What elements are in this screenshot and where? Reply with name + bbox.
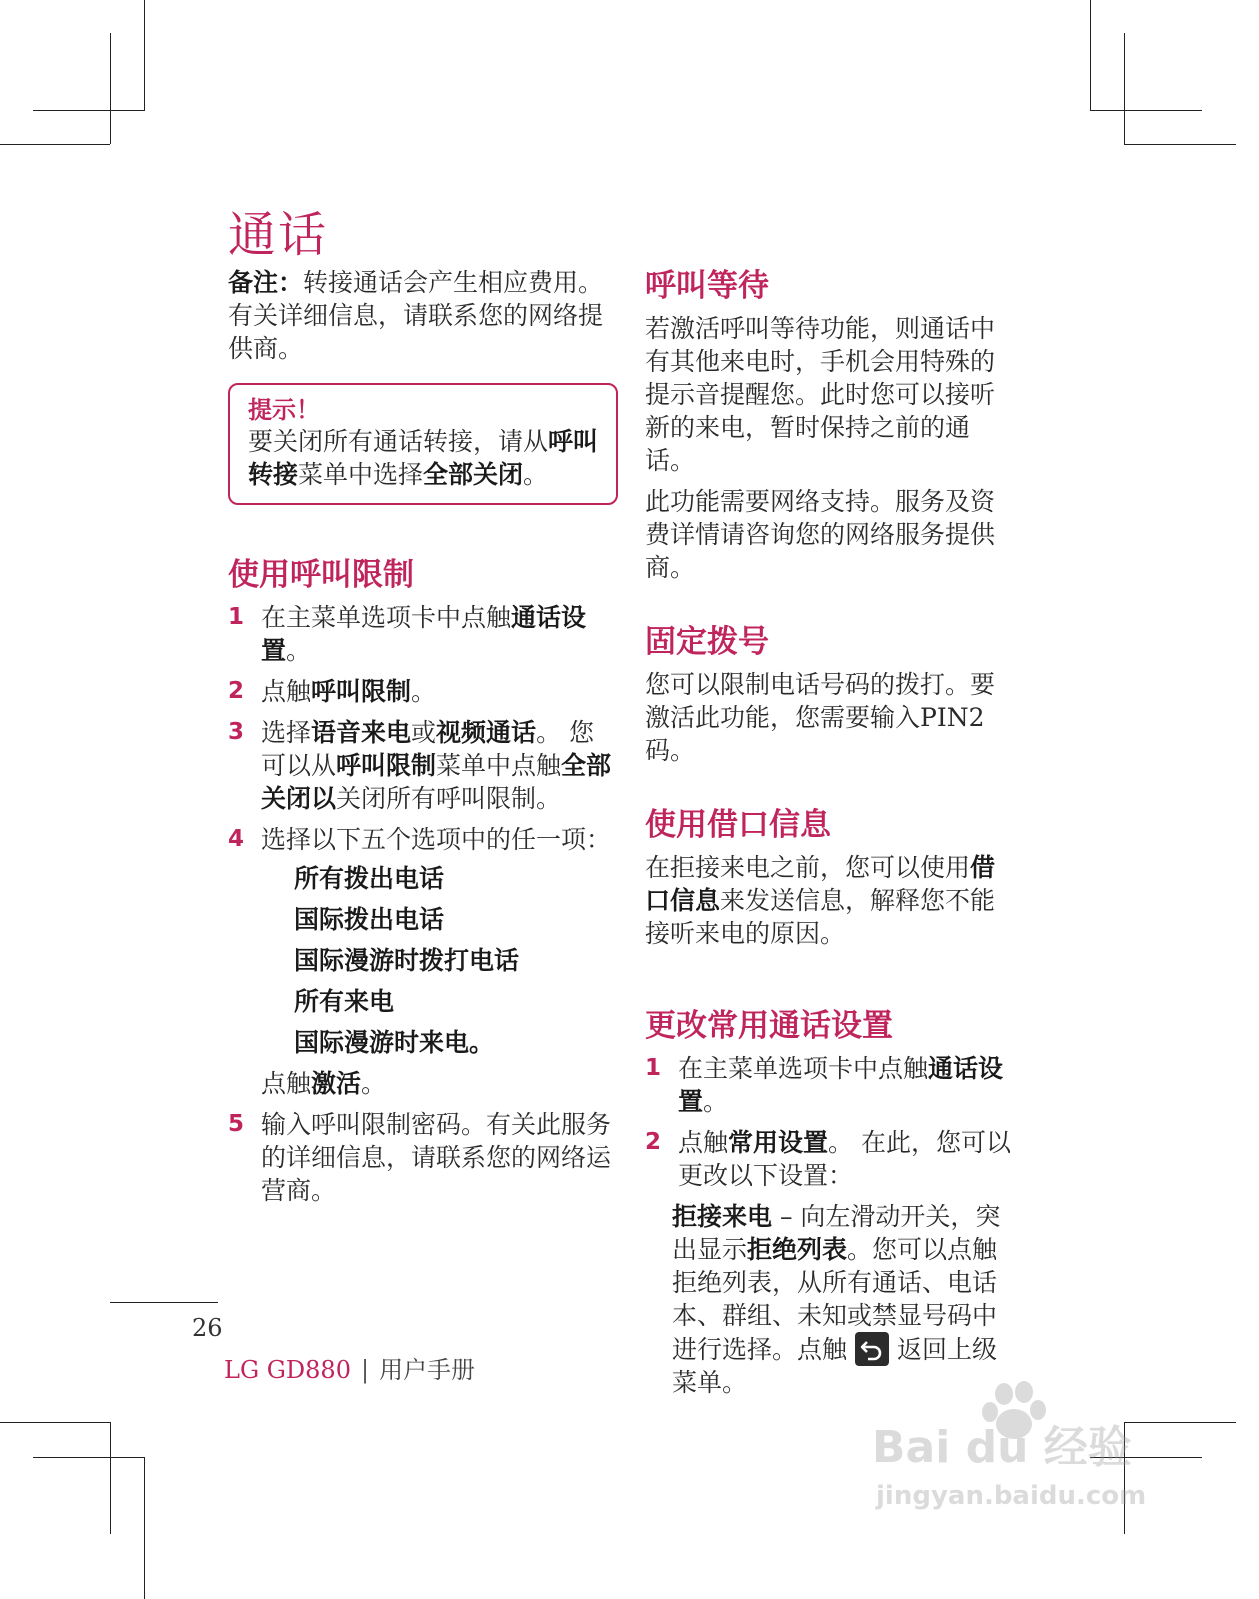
footer-brand — [224, 1350, 475, 1385]
common-settings-steps — [645, 1052, 1017, 1192]
step-number: 1 — [645, 1055, 662, 1081]
tip-text-pre: 要关闭所有通话转接，请从 — [248, 427, 549, 456]
crop-mark — [110, 33, 111, 144]
watermark-url: jingyan.baidu.com — [876, 1481, 1147, 1511]
step-text: 输入呼叫限制密码。有关此服务的详细信息，请联系您的网络运营商。 — [261, 1110, 612, 1205]
barring-option: 所有来电 — [294, 987, 395, 1016]
step-text: 点触 — [678, 1128, 729, 1157]
fixed-dial-p1: 您可以限制电话号码的拨打。要激活此功能，您需要输入PIN2码。 — [645, 670, 996, 765]
barring-option: 国际漫游时来电。 — [294, 1028, 495, 1057]
section-title-fixed-dial: 固定拨号 — [645, 624, 769, 660]
step-text: 。 您可以从 — [261, 718, 595, 780]
para-bold: 拒接来电 — [672, 1202, 773, 1231]
page-number: 26 — [192, 1314, 223, 1342]
step-text: 在主菜单选项卡中点触 — [261, 603, 512, 632]
tip-text-mid: 菜单中选择 — [298, 460, 424, 489]
para-text: – 向左滑动开关，突出显示 — [672, 1202, 1001, 1264]
brand-model: LG GD880 — [224, 1356, 351, 1384]
para-text: 来发送信息，解释您不能接听来电的原因。 — [645, 886, 996, 948]
step-bold: 激活 — [311, 1069, 362, 1098]
step-number: 2 — [645, 1129, 662, 1155]
baidu-watermark — [872, 1380, 1162, 1524]
step-text: 。 在此，您可以更改以下设置： — [678, 1128, 1011, 1190]
step-bold: 通话设置 — [678, 1054, 1004, 1116]
tip-bold-call-forward: 呼叫转接 — [248, 427, 599, 489]
crop-mark — [33, 1457, 145, 1458]
note-paragraph — [228, 266, 618, 365]
step-number: 2 — [228, 678, 245, 704]
call-barring-steps — [228, 601, 618, 1207]
crop-mark — [0, 1422, 110, 1423]
tip-bold-all-off: 全部关闭 — [423, 460, 524, 489]
para-text: 。您可以点触拒绝列表，从所有通话、电话本、群组、未知或禁显号码中进行选择。点触 — [672, 1235, 998, 1364]
crop-mark — [1090, 0, 1091, 110]
section-title-call-barring: 使用呼叫限制 — [228, 557, 414, 593]
crop-mark — [1090, 110, 1202, 111]
step-item — [645, 1126, 1017, 1192]
left-column — [228, 266, 618, 1215]
tip-title: 提示！ — [248, 396, 320, 424]
step-item — [228, 675, 618, 708]
section-title-common-settings: 更改常用通话设置 — [645, 1008, 893, 1044]
crop-mark — [1124, 144, 1236, 145]
step-number: 1 — [228, 604, 245, 630]
note-label: 备注： — [228, 268, 304, 297]
step-bold: 视频通话 — [436, 718, 537, 747]
tip-text-post: 。 — [523, 460, 549, 489]
step-bold: 语音来电 — [311, 718, 412, 747]
step-text: 点触 — [261, 677, 312, 706]
step-text: 。 — [286, 636, 312, 665]
step-number: 5 — [228, 1111, 245, 1137]
footer-rule — [110, 1302, 218, 1303]
step-text: 。 — [703, 1087, 729, 1116]
crop-mark — [1124, 33, 1125, 144]
step-item — [228, 823, 618, 1100]
tip-box — [228, 383, 618, 505]
step-text: 或 — [411, 718, 437, 747]
para-bold: 借口信息 — [645, 853, 996, 915]
step-bold: 通话设置 — [261, 603, 587, 665]
para-text: 在拒接来电之前，您可以使用 — [645, 853, 971, 882]
reject-call-paragraph — [672, 1200, 1017, 1399]
para-bold: 拒绝列表 — [747, 1235, 848, 1264]
para-text: 返回上级菜单。 — [672, 1335, 998, 1397]
tip-text — [248, 425, 600, 491]
right-column — [645, 266, 1017, 1399]
crop-mark — [110, 1422, 111, 1534]
step-item — [228, 716, 618, 815]
barring-option: 国际漫游时拨打电话 — [294, 946, 520, 975]
step-text: 选择 — [261, 718, 312, 747]
step-bold: 全部关闭以 — [261, 751, 612, 813]
barring-options — [261, 862, 618, 1059]
step-item — [645, 1052, 1017, 1118]
call-waiting-p1: 若激活呼叫等待功能，则通话中有其他来电时，手机会用特殊的提示音提醒您。此时您可以接听新的来电，暂时保持之前的通话。 — [645, 314, 996, 475]
step-number: 4 — [228, 826, 245, 852]
back-icon — [855, 1332, 889, 1366]
step-text: 。 — [361, 1069, 387, 1098]
crop-mark — [0, 144, 110, 145]
section-title-call-waiting: 呼叫等待 — [645, 268, 769, 304]
barring-option: 所有拨出电话 — [294, 864, 445, 893]
step-bold: 呼叫限制 — [336, 751, 437, 780]
section-title-excuse-message: 使用借口信息 — [645, 807, 831, 843]
call-waiting-p2: 此功能需要网络支持。服务及资费详情请咨询您的网络服务提供商。 — [645, 487, 996, 582]
page-title: 通话 — [228, 207, 329, 263]
step-item — [228, 601, 618, 667]
watermark-logo: Bai du 经验 — [872, 1422, 1132, 1473]
step-followup — [261, 1067, 618, 1100]
step-text: 点触 — [261, 1069, 312, 1098]
step-text: 关闭所有呼叫限制。 — [336, 784, 562, 813]
step-number: 3 — [228, 719, 245, 745]
step-text: 在主菜单选项卡中点触 — [678, 1054, 929, 1083]
step-bold: 常用设置 — [728, 1128, 829, 1157]
crop-mark — [144, 1457, 145, 1599]
step-text: 菜单中点触 — [436, 751, 562, 780]
footer-separator: | — [360, 1356, 370, 1384]
step-item — [228, 1108, 618, 1207]
manual-label: 用户手册 — [379, 1356, 476, 1384]
step-text: 选择以下五个选项中的任一项： — [261, 825, 612, 854]
crop-mark — [144, 0, 145, 110]
crop-mark — [33, 110, 145, 111]
note-text: 转接通话会产生相应费用。有关详细信息，请联系您的网络提供商。 — [228, 268, 604, 363]
excuse-message-p1 — [645, 851, 1017, 950]
step-text: 。 — [411, 677, 437, 706]
step-bold: 呼叫限制 — [311, 677, 412, 706]
barring-option: 国际拨出电话 — [294, 905, 445, 934]
